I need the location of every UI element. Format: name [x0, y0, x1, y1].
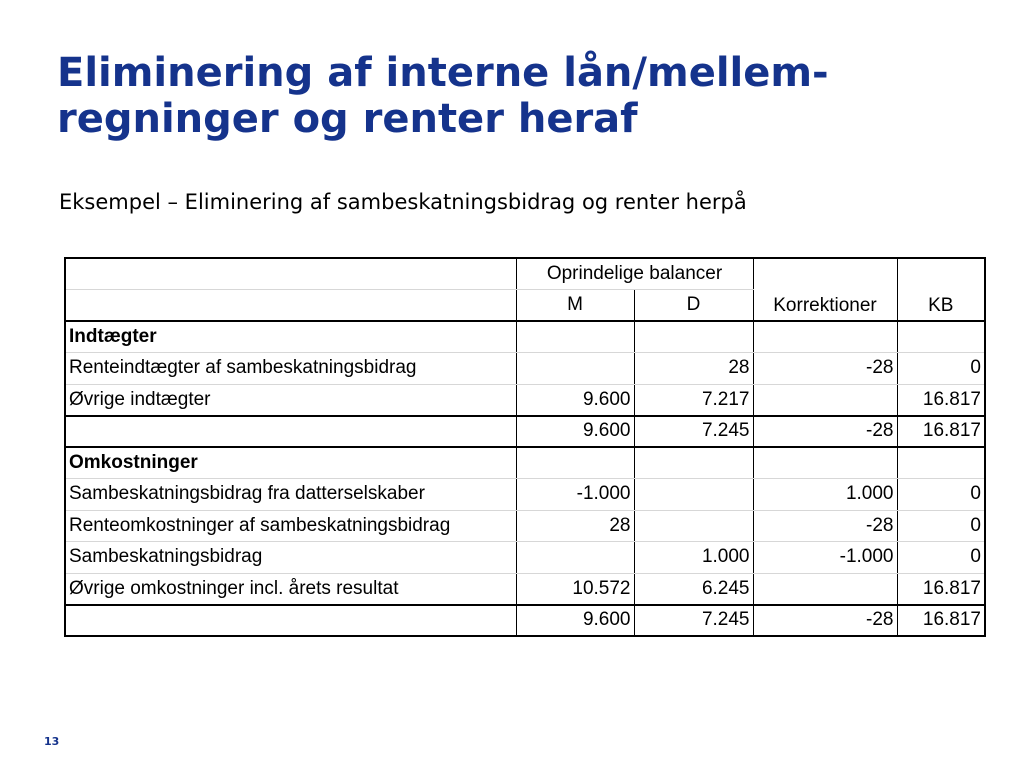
cell-korrektioner: -28 [753, 510, 897, 542]
cell-d: 7.245 [634, 605, 753, 637]
table-row [65, 605, 985, 637]
table-row [65, 353, 985, 385]
cell-d: 6.245 [634, 573, 753, 605]
slide-title-line-2: regninger og renter heraf [57, 96, 638, 142]
table-row [65, 321, 985, 353]
cell-kb: 0 [897, 353, 985, 385]
cell-kb: 16.817 [897, 573, 985, 605]
row-label [65, 416, 516, 448]
cell-korrektioner [753, 447, 897, 479]
row-label: Omkostninger [65, 447, 516, 479]
table-row [65, 416, 985, 448]
cell-m [516, 353, 634, 385]
page-number: 13 [44, 735, 60, 748]
cell-d: 7.217 [634, 384, 753, 416]
cell-kb [897, 447, 985, 479]
header-kb: KB [897, 258, 985, 321]
row-label: Sambeskatningsbidrag fra datterselskaber [65, 479, 516, 511]
cell-d [634, 321, 753, 353]
row-label: Renteindtægter af sambeskatningsbidrag [65, 353, 516, 385]
cell-korrektioner: -28 [753, 353, 897, 385]
cell-m [516, 321, 634, 353]
row-label: Øvrige indtægter [65, 384, 516, 416]
financial-table [64, 257, 986, 637]
cell-korrektioner [753, 384, 897, 416]
cell-korrektioner: -28 [753, 605, 897, 637]
row-label: Øvrige omkostninger incl. årets resultat [65, 573, 516, 605]
cell-m: 10.572 [516, 573, 634, 605]
cell-m [516, 447, 634, 479]
cell-kb: 16.817 [897, 605, 985, 637]
cell-d: 1.000 [634, 542, 753, 574]
header-oprindelige-balancer: Oprindelige balancer [516, 258, 753, 290]
cell-kb: 0 [897, 479, 985, 511]
cell-m: 9.600 [516, 416, 634, 448]
table-row [65, 510, 985, 542]
cell-m: 9.600 [516, 605, 634, 637]
cell-kb: 16.817 [897, 416, 985, 448]
cell-d: 7.245 [634, 416, 753, 448]
table-row [65, 573, 985, 605]
cell-d [634, 447, 753, 479]
cell-kb: 0 [897, 542, 985, 574]
slide-title [57, 50, 1017, 142]
table-row [65, 384, 985, 416]
table-row [65, 447, 985, 479]
cell-m: 28 [516, 510, 634, 542]
slide-title-line-1: Eliminering af interne lån/mellem- [57, 50, 829, 96]
cell-d [634, 510, 753, 542]
cell-kb: 0 [897, 510, 985, 542]
cell-korrektioner: 1.000 [753, 479, 897, 511]
row-label: Renteomkostninger af sambeskatningsbidrag [65, 510, 516, 542]
cell-korrektioner [753, 321, 897, 353]
header-korrektioner: Korrektioner [753, 258, 897, 321]
header-m: M [516, 290, 634, 322]
row-label: Indtægter [65, 321, 516, 353]
header-d: D [634, 290, 753, 322]
cell-korrektioner [753, 573, 897, 605]
cell-kb: 16.817 [897, 384, 985, 416]
row-label [65, 605, 516, 637]
cell-d [634, 479, 753, 511]
cell-m: -1.000 [516, 479, 634, 511]
header-row-1 [65, 258, 985, 290]
cell-korrektioner: -28 [753, 416, 897, 448]
table-row [65, 542, 985, 574]
table-body [65, 321, 985, 636]
cell-m: 9.600 [516, 384, 634, 416]
row-label: Sambeskatningsbidrag [65, 542, 516, 574]
slide-subtitle: Eksempel – Eliminering af sambeskatningsbidrag og renter herpå [59, 190, 747, 214]
table-row [65, 479, 985, 511]
header-empty-cell [65, 290, 516, 322]
header-empty-cell [65, 258, 516, 290]
cell-korrektioner: -1.000 [753, 542, 897, 574]
cell-kb [897, 321, 985, 353]
cell-m [516, 542, 634, 574]
cell-d: 28 [634, 353, 753, 385]
